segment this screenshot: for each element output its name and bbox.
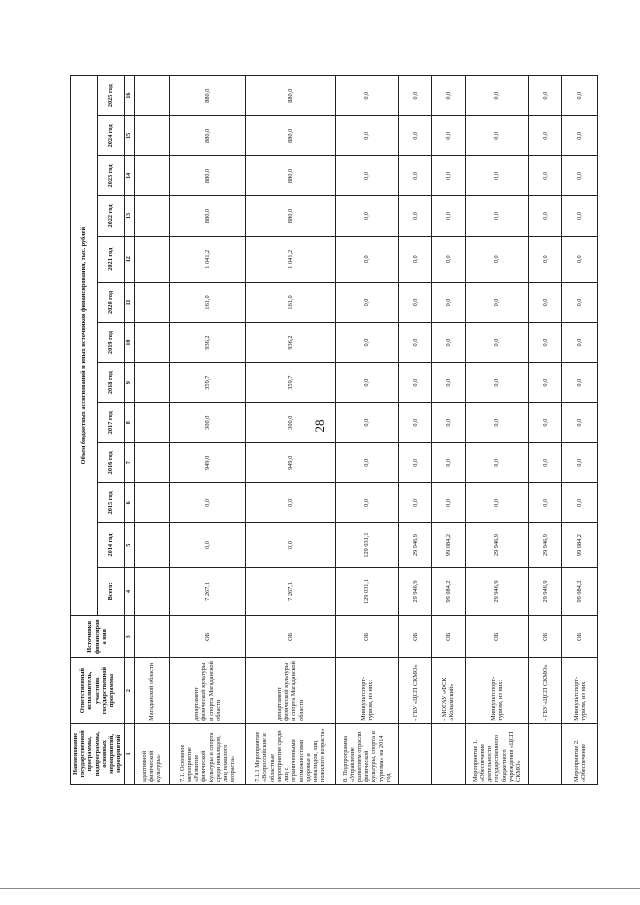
table-row [529, 76, 562, 785]
header-year: 2021 год [97, 236, 124, 282]
column-number: 16 [124, 76, 134, 116]
row-source-cell: ОБ [170, 616, 246, 658]
row-year-value-cell: 0,0 [562, 363, 598, 403]
row-year-value-cell: 880,0 [170, 116, 246, 156]
row-year-value-cell [134, 363, 170, 403]
row-year-value-cell: 0,0 [562, 403, 598, 443]
row-year-value-cell: 880,0 [170, 76, 246, 116]
row-executor-cell: Минкультспорт-туризм, из них: [465, 658, 529, 723]
table-body [134, 76, 598, 785]
row-year-value-cell: 0,0 [465, 116, 529, 156]
column-number: 11 [124, 282, 134, 322]
row-year-value-cell: 0,0 [399, 156, 432, 196]
row-year-value-cell: 99 084,2 [562, 523, 598, 567]
row-source-cell: ОБ [465, 616, 529, 658]
row-year-value-cell: 0,0 [465, 323, 529, 363]
row-year-value-cell: 0,0 [562, 76, 598, 116]
row-year-value-cell: 880,0 [170, 196, 246, 236]
rotated-table-frame [70, 75, 587, 785]
row-year-value-cell: 0,0 [399, 282, 432, 322]
column-number: 7 [124, 443, 134, 483]
row-year-value-cell: 0,0 [432, 156, 465, 196]
header-year: 2015 год [97, 483, 124, 523]
row-name-cell: адаптивной физической культуры» [134, 723, 170, 784]
row-year-value-cell: 0,0 [562, 236, 598, 282]
financing-table [70, 75, 598, 785]
row-year-value-cell: 0,0 [432, 323, 465, 363]
row-year-value-cell: 0,0 [465, 236, 529, 282]
table-row [134, 76, 170, 785]
header-year: 2020 год [97, 282, 124, 322]
row-year-value-cell: 0,0 [335, 196, 399, 236]
row-year-value-cell: 0,0 [465, 282, 529, 322]
row-year-value-cell: 0,0 [399, 196, 432, 236]
column-number: 9 [124, 363, 134, 403]
row-total-cell: 7 267,1 [246, 567, 335, 616]
row-year-value-cell: 0,0 [562, 196, 598, 236]
row-total-cell: 129 031,1 [335, 567, 399, 616]
row-year-value-cell: 0,0 [335, 76, 399, 116]
header-executor: Ответственный исполнитель, участник государственной программы [71, 658, 125, 723]
row-source-cell: ОБ [399, 616, 432, 658]
header-total: Всего: [97, 567, 124, 616]
scan-edge-line [0, 888, 640, 889]
row-name-cell: 7.1. Основное мероприятие «Развитие физической культуры и спорта среди инвалидов, лиц пожилого возраста» [170, 723, 246, 784]
header-year: 2024 год [97, 116, 124, 156]
row-total-cell [134, 567, 170, 616]
column-number: 3 [124, 616, 134, 658]
row-year-value-cell: 0,0 [432, 282, 465, 322]
row-year-value-cell [134, 282, 170, 322]
row-year-value-cell: 0,0 [465, 156, 529, 196]
row-year-value-cell: 1 041,2 [170, 236, 246, 282]
header-volume: Объем бюджетных ассигнований и иных источников финансирования, тыс. рублей [71, 76, 98, 616]
row-year-value-cell [134, 443, 170, 483]
row-source-cell [134, 616, 170, 658]
row-total-cell: 29 946,9 [465, 567, 529, 616]
row-year-value-cell: 0,0 [399, 116, 432, 156]
column-number: 6 [124, 483, 134, 523]
row-year-value-cell: 0,0 [529, 403, 562, 443]
row-executor-cell: - ГБУ «ЦСП СКМО» [529, 658, 562, 723]
row-year-value-cell: 0,0 [562, 483, 598, 523]
row-year-value-cell: 0,0 [432, 196, 465, 236]
row-year-value-cell: 0,0 [529, 196, 562, 236]
row-year-value-cell [134, 116, 170, 156]
table-row [246, 76, 335, 785]
header-name: Наименование государственной программы, подпрограммы, основных мероприятий, мероприятий [71, 723, 125, 784]
column-number: 14 [124, 156, 134, 196]
row-year-value-cell: 0,0 [562, 156, 598, 196]
row-year-value-cell: 0,0 [465, 76, 529, 116]
row-name-cell [432, 723, 465, 784]
row-year-value-cell: 949,0 [170, 443, 246, 483]
row-executor-cell: - ГБУ «ЦСП СКМО» [399, 658, 432, 723]
table-row [432, 76, 465, 785]
column-number: 5 [124, 523, 134, 567]
row-executor-cell: Магаданской области [134, 658, 170, 723]
row-source-cell: ОБ [335, 616, 399, 658]
row-year-value-cell: 1 041,2 [246, 236, 335, 282]
row-year-value-cell: 0,0 [335, 443, 399, 483]
row-year-value-cell: 0,0 [246, 483, 335, 523]
row-year-value-cell: 0,0 [529, 76, 562, 116]
row-total-cell: 7 267,1 [170, 567, 246, 616]
header-source: Источники финансирова ния [71, 616, 125, 658]
row-year-value-cell: 0,0 [399, 363, 432, 403]
row-source-cell: ОБ [246, 616, 335, 658]
header-year: 2019 год [97, 323, 124, 363]
row-year-value-cell: 936,2 [246, 323, 335, 363]
row-year-value-cell: 0,0 [399, 76, 432, 116]
row-year-value-cell: 0,0 [465, 403, 529, 443]
row-year-value-cell: 300,0 [170, 403, 246, 443]
row-year-value-cell [134, 196, 170, 236]
row-year-value-cell [134, 483, 170, 523]
row-source-cell: ОБ [432, 616, 465, 658]
row-year-value-cell: 0,0 [335, 282, 399, 322]
row-executor-cell: Минкультспорт-туризм, из них: [335, 658, 399, 723]
row-year-value-cell: 0,0 [335, 116, 399, 156]
row-name-cell: Мероприятие 2. «Обеспечение [562, 723, 598, 784]
header-year: 2018 год [97, 363, 124, 403]
column-number: 8 [124, 403, 134, 443]
row-year-value-cell [134, 156, 170, 196]
row-year-value-cell: 0,0 [432, 236, 465, 282]
row-year-value-cell: 880,0 [170, 156, 246, 196]
row-year-value-cell: 300,0 [246, 403, 335, 443]
row-year-value-cell: 0,0 [465, 483, 529, 523]
row-executor-cell: Минкультспорт-туризм, из них [562, 658, 598, 723]
page-number: 28 [312, 419, 327, 433]
column-number: 10 [124, 323, 134, 363]
header-year: 2022 год [97, 196, 124, 236]
header-year: 2014 год [97, 523, 124, 567]
table-row [335, 76, 399, 785]
row-name-cell: 8. Подпрограмма «Управление развитием отрасли физической культуры, спорта и туризма» на 2014 год [335, 723, 399, 784]
row-year-value-cell: 880,0 [246, 196, 335, 236]
row-year-value-cell: 129 031,1 [335, 523, 399, 567]
row-source-cell: ОБ [529, 616, 562, 658]
table-row [562, 76, 598, 785]
row-year-value-cell: 29 946,9 [465, 523, 529, 567]
row-year-value-cell: 0,0 [529, 116, 562, 156]
row-executor-cell: - МОГАУ «ФСК «Колымский» [432, 658, 465, 723]
row-year-value-cell: 0,0 [335, 236, 399, 282]
row-year-value-cell: 0,0 [529, 363, 562, 403]
row-year-value-cell: 0,0 [432, 483, 465, 523]
row-year-value-cell: 0,0 [465, 443, 529, 483]
row-year-value-cell [134, 523, 170, 567]
column-number: 4 [124, 567, 134, 616]
row-year-value-cell: 99 084,2 [432, 523, 465, 567]
row-year-value-cell: 936,2 [170, 323, 246, 363]
row-year-value-cell: 0,0 [335, 156, 399, 196]
row-year-value-cell: 0,0 [399, 236, 432, 282]
row-executor-cell: департамент физической культуры и спорта Магаданской области [170, 658, 246, 723]
column-number: 1 [124, 723, 134, 784]
row-year-value-cell: 0,0 [432, 116, 465, 156]
row-year-value-cell: 0,0 [529, 483, 562, 523]
row-total-cell: 29 946,9 [399, 567, 432, 616]
row-year-value-cell: 29 946,9 [399, 523, 432, 567]
row-year-value-cell: 161,0 [170, 282, 246, 322]
row-year-value-cell: 0,0 [432, 76, 465, 116]
column-number: 12 [124, 236, 134, 282]
row-name-cell: Мероприятие 1. «Обеспечение деятельности государственного бюджетного учреждения «ЦСП СКМО» [465, 723, 529, 784]
row-executor-cell: департамент физической культуры и спорта Магаданской области [246, 658, 335, 723]
row-name-cell [399, 723, 432, 784]
row-year-value-cell: 0,0 [399, 443, 432, 483]
row-name-cell: 7.1.1 Мероприятие «Всероссийские и областные мероприятия среди лиц с ограниченными возможностями здоровья и инвалидов, лиц пожилого возраста» [246, 723, 335, 784]
row-year-value-cell: 0,0 [465, 363, 529, 403]
row-year-value-cell: 0,0 [399, 403, 432, 443]
row-year-value-cell: 0,0 [562, 323, 598, 363]
row-year-value-cell: 0,0 [399, 483, 432, 523]
row-total-cell: 29 946,9 [529, 567, 562, 616]
row-year-value-cell: 0,0 [335, 363, 399, 403]
row-year-value-cell: 359,7 [246, 363, 335, 403]
column-number: 15 [124, 116, 134, 156]
row-year-value-cell [134, 236, 170, 282]
header-year: 2025 год [97, 76, 124, 116]
row-year-value-cell: 0,0 [529, 282, 562, 322]
row-year-value-cell: 0,0 [170, 523, 246, 567]
row-year-value-cell: 359,7 [170, 363, 246, 403]
row-year-value-cell: 0,0 [432, 403, 465, 443]
row-year-value-cell [134, 403, 170, 443]
header-row-main [71, 76, 98, 785]
row-year-value-cell: 29 946,9 [529, 523, 562, 567]
row-year-value-cell: 0,0 [335, 483, 399, 523]
row-year-value-cell: 0,0 [432, 363, 465, 403]
row-year-value-cell: 0,0 [562, 443, 598, 483]
row-year-value-cell: 0,0 [399, 323, 432, 363]
row-year-value-cell: 0,0 [562, 282, 598, 322]
row-year-value-cell: 0,0 [529, 156, 562, 196]
row-year-value-cell: 949,0 [246, 443, 335, 483]
table-row [465, 76, 529, 785]
row-year-value-cell: 880,0 [246, 76, 335, 116]
header-year: 2016 год [97, 443, 124, 483]
row-total-cell: 99 084,2 [432, 567, 465, 616]
column-number-row [124, 76, 134, 785]
row-year-value-cell: 0,0 [335, 403, 399, 443]
column-number: 2 [124, 658, 134, 723]
row-year-value-cell: 0,0 [170, 483, 246, 523]
row-year-value-cell: 161,0 [246, 282, 335, 322]
header-year: 2023 год [97, 156, 124, 196]
row-year-value-cell: 880,0 [246, 156, 335, 196]
row-total-cell: 99 084,2 [562, 567, 598, 616]
row-year-value-cell: 0,0 [246, 523, 335, 567]
row-year-value-cell: 0,0 [562, 116, 598, 156]
rotated-table-container [70, 75, 587, 785]
row-year-value-cell [134, 323, 170, 363]
table-row [170, 76, 246, 785]
row-year-value-cell: 0,0 [529, 443, 562, 483]
table-row [399, 76, 432, 785]
row-year-value-cell: 0,0 [529, 323, 562, 363]
row-name-cell [529, 723, 562, 784]
row-year-value-cell: 0,0 [335, 323, 399, 363]
row-source-cell: ОБ [562, 616, 598, 658]
header-year: 2017 год [97, 403, 124, 443]
row-year-value-cell: 0,0 [529, 236, 562, 282]
row-year-value-cell: 880,0 [246, 116, 335, 156]
row-year-value-cell: 0,0 [465, 196, 529, 236]
column-number: 13 [124, 196, 134, 236]
row-year-value-cell [134, 76, 170, 116]
row-year-value-cell: 0,0 [432, 443, 465, 483]
